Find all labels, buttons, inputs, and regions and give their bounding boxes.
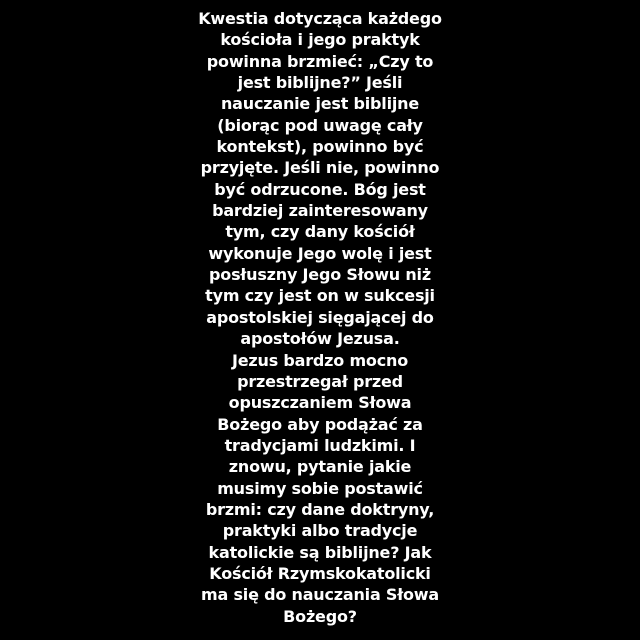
caption-text	[0, 8, 640, 627]
caption-line: znowu, pytanie jakie	[228, 457, 412, 477]
caption-line: tym, czy dany kościół	[225, 222, 415, 242]
caption-line: nauczanie jest biblijne	[220, 94, 420, 114]
caption-line: Jezus bardzo mocno	[231, 350, 408, 370]
caption-line: Bożego?	[283, 606, 357, 626]
caption-line: bardziej zainteresowany	[212, 201, 428, 221]
caption-line: jest biblijne?” Jeśli	[237, 73, 403, 93]
caption-line: kontekst), powinno być	[216, 137, 424, 157]
caption-line: opuszczaniem Słowa	[228, 393, 412, 413]
caption-line: Kwestia dotycząca każdego	[198, 9, 442, 28]
caption-line: wykonuje Jego wolę i jest	[208, 243, 432, 263]
caption-line: ma się do nauczania Słowa	[201, 585, 439, 605]
caption-line: (biorąc pod uwagę cały	[217, 115, 423, 135]
caption-line: apostołów Jezusa.	[240, 329, 400, 349]
caption-line: przestrzegał przed	[237, 371, 403, 391]
caption-line: tym czy jest on w sukcesji	[205, 286, 435, 306]
caption-line: Kościół Rzymskokatolicki	[209, 563, 431, 583]
caption-line: apostolskiej sięgającej do	[206, 307, 434, 327]
caption-line: powinna brzmieć: „Czy to	[206, 51, 434, 71]
caption-line: brzmi: czy dane doktryny,	[205, 499, 435, 519]
caption-line: być odrzucone. Bóg jest	[214, 179, 426, 199]
caption-line: tradycjami ludzkimi. I	[224, 435, 416, 455]
caption-line: musimy sobie postawić	[217, 478, 423, 498]
caption-line: kościoła i jego praktyk	[220, 30, 420, 50]
caption-line: przyjęte. Jeśli nie, powinno	[200, 158, 440, 178]
caption-line: Bożego aby podążać za	[217, 414, 423, 434]
caption-line: praktyki albo tradycje	[222, 521, 418, 541]
caption-line: posłuszny Jego Słowu niż	[209, 265, 431, 285]
caption-line: katolickie są biblijne? Jak	[208, 542, 432, 562]
